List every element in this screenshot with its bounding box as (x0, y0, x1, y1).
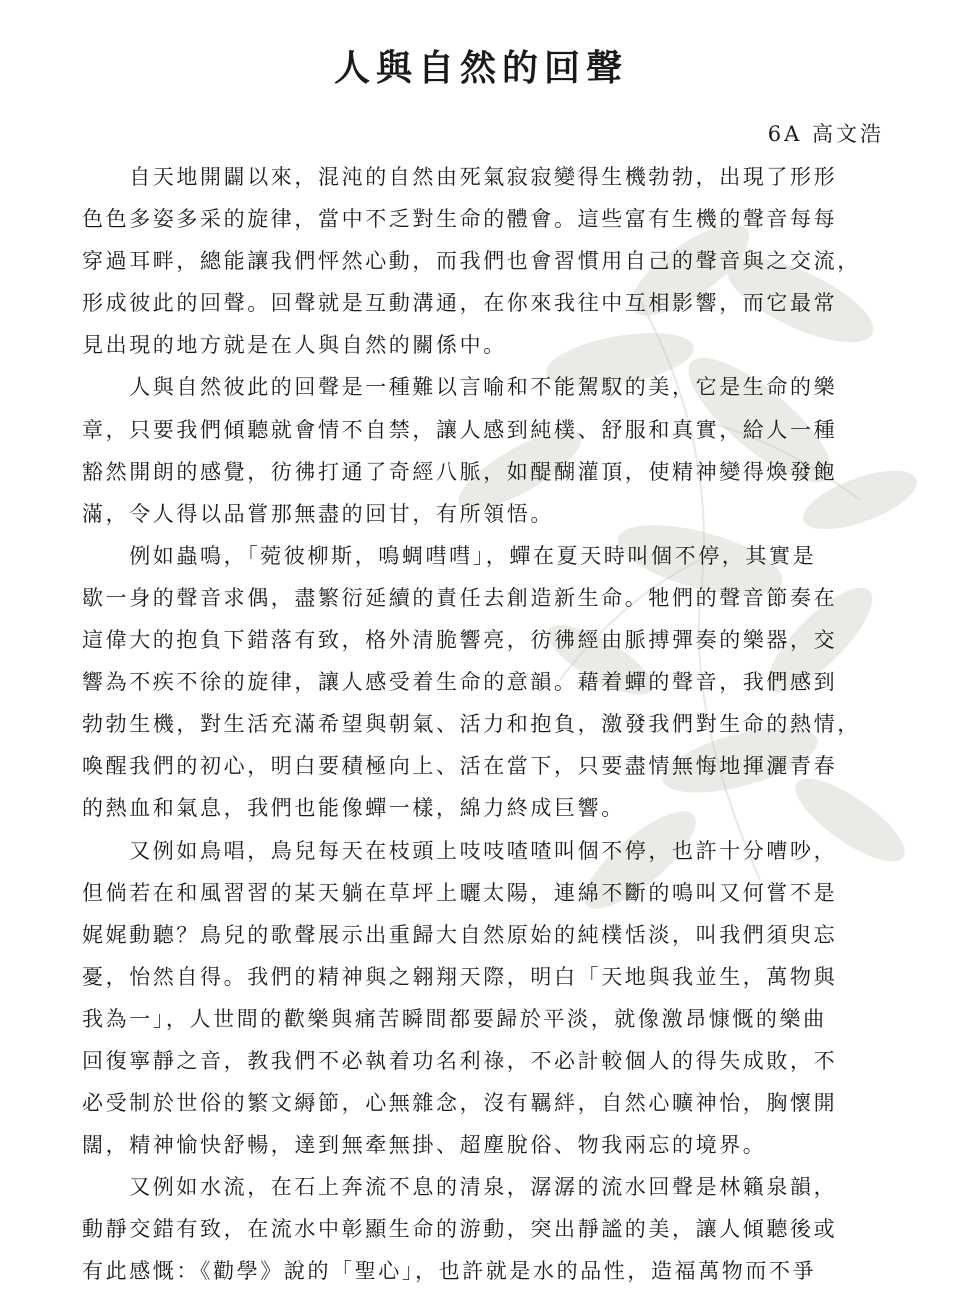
text-line: 動靜交錯有致，在流水中彰顯生命的游動，突出靜謐的美，讓人傾聽後或 (82, 1217, 838, 1242)
paragraph (82, 366, 888, 534)
text-line: 歇一身的聲音求偶，盡繁衍延續的責任去創造新生命。牠們的聲音節奏在 (82, 585, 838, 610)
text-line: 必受制於世俗的繁文縟節，心無雜念，沒有羈絆，自然心曠神怡，胸懷開 (82, 1091, 838, 1116)
text-line: 這偉大的抱負下錯落有致，格外清脆響亮，彷彿經由脈搏彈奏的樂器，交 (82, 628, 838, 653)
text-line: 又例如水流，在石上奔流不息的清泉，潺潺的流水回聲是林籟泉韻， (82, 1175, 838, 1200)
text-line: 形成彼此的回聲。回聲就是互動溝通，在你來我往中互相影響，而它最常 (82, 291, 838, 316)
text-line: 憂，怡然自得。我們的精神與之翱翔天際，明白「天地與我並生，萬物與 (82, 964, 838, 989)
text-line: 穿過耳畔，總能讓我們怦然心動，而我們也會習慣用自己的聲音與之交流， (82, 249, 861, 274)
text-line: 回復寧靜之音，教我們不必執着功名利祿，不必計較個人的得失成敗，不 (82, 1048, 838, 1073)
text-line: 例如蟲鳴，「菀彼柳斯，鳴蜩嘒嘒」，蟬在夏天時叫個不停，其實是 (82, 543, 817, 568)
text-line: 見出現的地方就是在人與自然的關係中。 (82, 333, 507, 358)
text-line: 娓娓動聽？鳥兒的歌聲展示出重歸大自然原始的純樸恬淡，叫我們須臾忘 (82, 922, 838, 947)
text-line: 滿，令人得以品嘗那無盡的回甘，有所領悟。 (82, 501, 554, 526)
text-line: 響為不疾不徐的旋律，讓人感受着生命的意韻。藉着蟬的聲音，我們感到 (82, 670, 838, 695)
text-line: 我為一」，人世間的歡樂與痛苦瞬間都要歸於平淡，就像激昂慷慨的樂曲 (82, 1006, 827, 1031)
text-line: 闊，精神愉快舒暢，達到無牽無掛、超塵脫俗、物我兩忘的境界。 (82, 1133, 767, 1158)
text-line: 有此感慨：《勸學》說的「聖心」，也許就是水的品性，造福萬物而不爭 (82, 1259, 817, 1284)
text-line: 人與自然彼此的回聲是一種難以言喻和不能駕馭的美，它是生命的樂 (82, 375, 838, 400)
text-line: 勃勃生機，對生活充滿希望與朝氣、活力和抱負，激發我們對生命的熱情， (82, 712, 861, 737)
text-line: 豁然開朗的感覺，彷彿打通了奇經八脈，如醍醐灌頂，使精神變得煥發飽 (82, 459, 838, 484)
paragraph (82, 535, 888, 830)
text-line: 喚醒我們的初心，明白要積極向上、活在當下，只要盡情無悔地揮灑青春 (82, 754, 838, 779)
text-line: 自天地開闢以來，混沌的自然由死氣寂寂變得生機勃勃，出現了形形 (82, 165, 838, 189)
text-line: 的熱血和氣息，我們也能像蟬一樣，綿力終成巨響。 (82, 796, 625, 821)
paragraph (82, 1166, 888, 1292)
text-line: 色色多姿多采的旋律，當中不乏對生命的體會。這些富有生機的聲音每每 (82, 207, 838, 232)
text-line: 但倘若在和風習習的某天躺在草坪上曬太陽，連綿不斷的鳴叫又何嘗不是 (82, 880, 838, 905)
text-line: 章，只要我們傾聽就會情不自禁，讓人感到純樸、舒服和真實，給人一種 (82, 417, 838, 442)
document-title: 人與自然的回聲 (333, 47, 628, 89)
paragraph (82, 156, 888, 366)
paragraph (82, 830, 888, 1167)
author-line: 6A 高文浩 (767, 122, 884, 146)
essay-body (82, 156, 888, 1293)
text-line: 又例如鳥唱，鳥兒每天在枝頭上吱吱喳喳叫個不停，也許十分嘈吵， (82, 838, 838, 863)
